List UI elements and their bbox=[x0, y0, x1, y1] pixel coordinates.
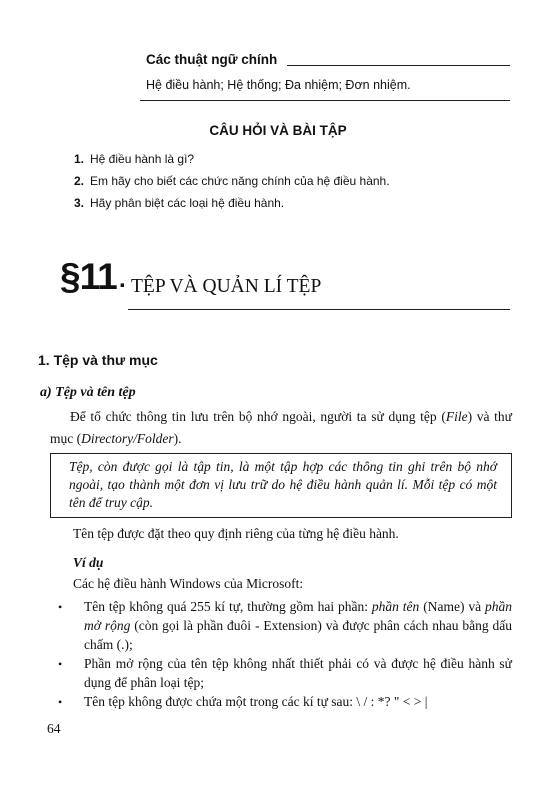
questions-heading: CÂU HỎI VÀ BÀI TẬP bbox=[209, 123, 347, 138]
intro-text: ) và thư mục ( bbox=[50, 409, 512, 446]
intro-paragraph bbox=[50, 406, 512, 450]
question-item bbox=[74, 196, 284, 210]
question-item bbox=[74, 152, 194, 166]
bullet-text: (Name) và bbox=[419, 599, 485, 614]
example-intro: Các hệ điều hành Windows của Microsoft: bbox=[73, 576, 304, 591]
section-title-rule bbox=[128, 309, 510, 310]
bullet-text: (còn gọi là phần đuôi - Extension) và được phân cách nhau bằng dấu chấm (.); bbox=[84, 618, 512, 652]
question-item bbox=[74, 174, 390, 188]
bullet-icon: • bbox=[58, 657, 63, 671]
question-text: Hãy phân biệt các loại hệ điều hành. bbox=[90, 196, 285, 210]
key-terms-heading: Các thuật ngữ chính bbox=[146, 52, 278, 67]
question-number: 2. bbox=[74, 174, 85, 188]
term-file: File bbox=[445, 409, 468, 424]
subsection-a-heading: a) Tệp và tên tệp bbox=[40, 385, 136, 400]
term-name-part: phần tên bbox=[371, 599, 420, 614]
intro-text: ). bbox=[173, 431, 182, 446]
bullet-icon: • bbox=[58, 600, 63, 614]
bullet-icon: • bbox=[58, 695, 63, 709]
question-text: Hệ điều hành là gì? bbox=[90, 152, 195, 166]
intro-text: Để tổ chức thông tin lưu trên bộ nhớ ngoài, người ta sử dụng tệp ( bbox=[70, 409, 446, 424]
bullet-item: Tên tệp không được chứa một trong các kí tự sau: \ / : *? " < > | bbox=[84, 694, 428, 709]
section-number-dot: . bbox=[119, 266, 126, 293]
page-number: 64 bbox=[47, 721, 61, 736]
bullet-item bbox=[84, 597, 512, 654]
section-title: TỆP VÀ QUẢN LÍ TỆP bbox=[131, 276, 322, 297]
question-number: 3. bbox=[74, 196, 85, 210]
question-number: 1. bbox=[74, 152, 85, 166]
example-label: Ví dụ bbox=[73, 555, 104, 570]
bullet-item: Phần mở rộng của tên tệp không nhất thiết phải có và được hệ điều hành sử dụng để phân loại tệp; bbox=[84, 656, 512, 690]
term-directory: Directory/Folder bbox=[81, 431, 174, 446]
term-extension-part: phần mở rộng bbox=[84, 599, 512, 633]
definition-text: Tệp, còn được gọi là tập tin, là một tập hợp các thông tin ghi trên bộ nhớ ngoài, tạo thành một đơn vị lưu trữ do hệ điều hành quản lí. Mỗi tệp có một tên để truy cập. bbox=[69, 459, 497, 510]
section-number: §11 bbox=[60, 256, 117, 297]
subsection-heading: 1. Tệp và thư mục bbox=[38, 352, 158, 368]
key-terms-bottom-rule bbox=[140, 100, 510, 101]
question-text: Em hãy cho biết các chức năng chính của hệ điều hành. bbox=[90, 174, 390, 188]
key-terms-top-rule bbox=[287, 65, 510, 66]
key-terms-list: Hệ điều hành; Hệ thống; Đa nhiệm; Đơn nhiệm. bbox=[146, 78, 411, 92]
bullet-text: Tên tệp không quá 255 kí tự, thường gồm hai phần: bbox=[84, 599, 372, 614]
naming-rule-paragraph: Tên tệp được đặt theo quy định riêng của từng hệ điều hành. bbox=[73, 526, 399, 541]
